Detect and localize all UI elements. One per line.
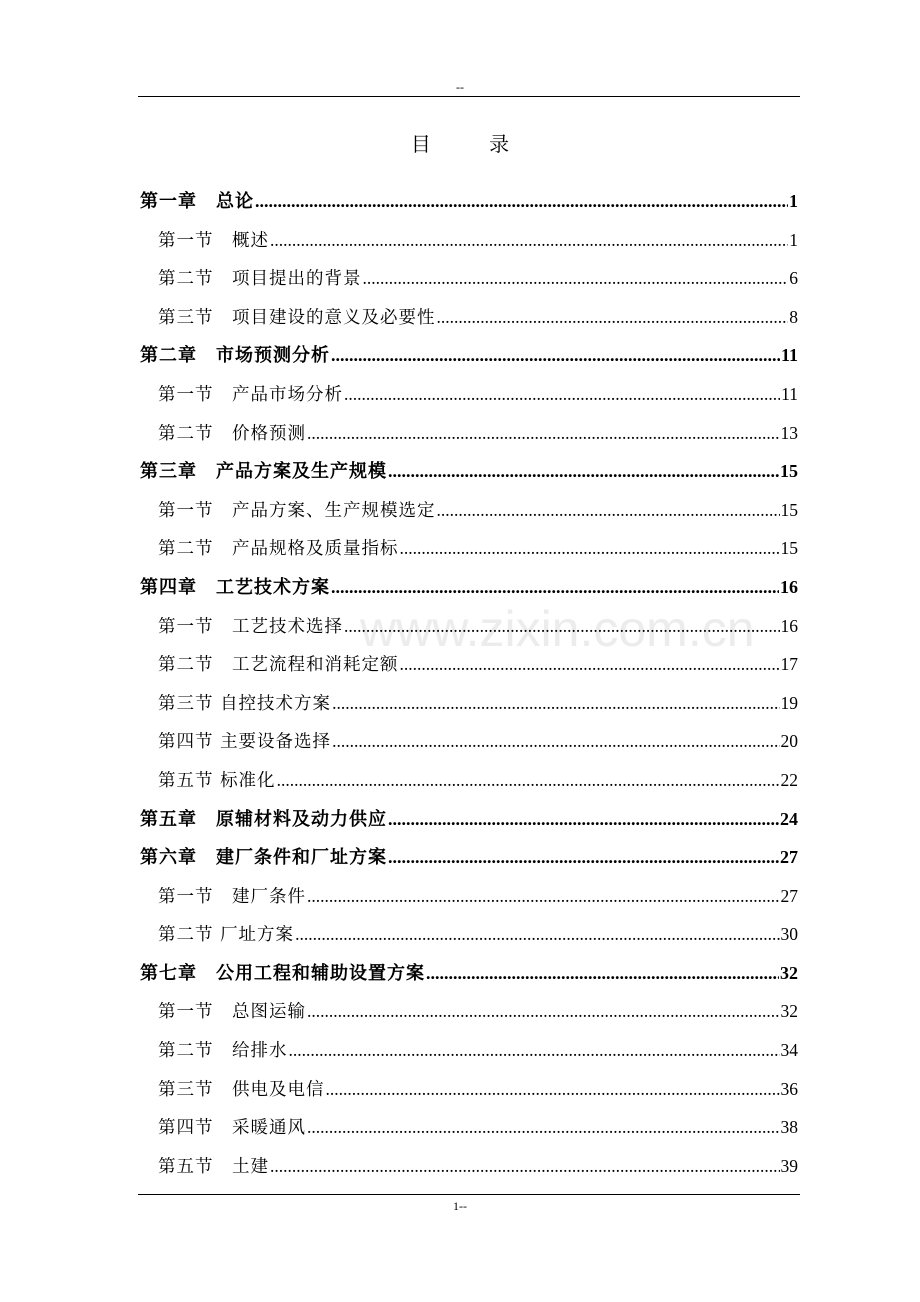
toc-section-entry[interactable]	[140, 1108, 798, 1147]
toc-entry-label: 第一节 产品市场分析	[158, 384, 343, 405]
toc-entry-label: 第七章 公用工程和辅助设置方案	[140, 962, 425, 984]
toc-dot-leader	[344, 375, 780, 414]
toc-section-entry[interactable]	[140, 1070, 798, 1109]
toc-entry-label: 第二章 市场预测分析	[140, 345, 330, 367]
toc-section-entry[interactable]	[140, 259, 798, 298]
toc-page-number: 11	[781, 383, 798, 404]
toc-dot-leader	[344, 607, 780, 646]
footer-rule	[138, 1194, 800, 1195]
toc-dot-leader	[307, 992, 780, 1031]
toc-dot-leader	[270, 221, 788, 260]
toc-dot-leader	[270, 1147, 780, 1186]
toc-page-number: 27	[780, 885, 798, 906]
toc-page-number: 16	[780, 615, 798, 636]
toc-section-entry[interactable]	[140, 298, 798, 337]
toc-entry-label: 第一节 工艺技术选择	[158, 616, 343, 637]
toc-chapter-entry[interactable]	[140, 838, 798, 877]
toc-dot-leader	[255, 182, 788, 221]
toc-section-entry[interactable]	[140, 491, 798, 530]
toc-page-number: 16	[780, 576, 798, 597]
toc-entry-label: 第四节 主要设备选择	[158, 732, 332, 753]
toc-page-number: 1	[789, 191, 798, 211]
toc-dot-leader	[307, 1108, 780, 1147]
toc-entry-label: 第三节 自控技术方案	[158, 693, 332, 714]
toc-entry-label: 第三章 产品方案及生产规模	[140, 461, 387, 483]
toc-page-number: 19	[780, 692, 798, 713]
toc-section-entry[interactable]	[140, 992, 798, 1031]
page-footer-mark: 1--	[453, 1199, 467, 1213]
toc-entry-label: 第三节 供电及电信	[158, 1079, 325, 1100]
toc-page-number: 8	[789, 306, 798, 327]
toc-section-entry[interactable]	[140, 1031, 798, 1070]
toc-page-number: 38	[780, 1117, 798, 1138]
toc-page-number: 34	[780, 1040, 798, 1061]
toc-page-number: 13	[780, 422, 798, 443]
toc-dot-leader	[363, 259, 789, 298]
toc-chapter-entry[interactable]	[140, 452, 798, 491]
toc-entry-label: 第五节 标准化	[158, 770, 276, 791]
toc-page-number: 32	[780, 962, 798, 983]
toc-chapter-entry[interactable]	[140, 336, 798, 375]
toc-page-number: 30	[780, 924, 798, 945]
toc-section-entry[interactable]	[140, 684, 798, 723]
toc-section-entry[interactable]	[140, 529, 798, 568]
toc-section-entry[interactable]	[140, 722, 798, 761]
toc-page-number: 22	[780, 769, 798, 790]
toc-page-number: 6	[789, 268, 798, 289]
toc-entry-label: 第一节 总图运输	[158, 1002, 306, 1023]
toc-entry-label: 第一章 总论	[140, 191, 254, 212]
toc-entry-label: 第六章 建厂条件和厂址方案	[140, 847, 387, 869]
toc-entry-label: 第二节 项目提出的背景	[158, 269, 362, 290]
toc-dot-leader	[307, 877, 780, 916]
toc-dot-leader	[400, 529, 780, 568]
toc-section-entry[interactable]	[140, 375, 798, 414]
toc-section-entry[interactable]	[140, 915, 798, 954]
toc-dot-leader	[437, 298, 789, 337]
toc-entry-label: 第五章 原辅材料及动力供应	[140, 808, 387, 830]
toc-section-entry[interactable]	[140, 221, 798, 260]
toc-dot-leader	[295, 915, 779, 954]
watermark: www.zixin.com.cn	[360, 601, 755, 657]
page-header-mark: --	[456, 80, 464, 94]
toc-section-entry[interactable]	[140, 607, 798, 646]
toc-page-number: 15	[780, 499, 798, 520]
toc-entry-label: 第三节 项目建设的意义及必要性	[158, 307, 436, 328]
toc-entry-label: 第二节 工艺流程和消耗定额	[158, 655, 399, 676]
toc-title: 目 录	[410, 132, 536, 156]
toc-dot-leader	[289, 1031, 780, 1070]
toc-chapter-entry[interactable]	[140, 568, 798, 607]
toc-dot-leader	[426, 954, 779, 993]
toc-section-entry[interactable]	[140, 414, 798, 453]
toc-page-number: 24	[780, 808, 798, 829]
toc-section-entry[interactable]	[140, 645, 798, 684]
toc-dot-leader	[307, 414, 780, 453]
toc-entry-label: 第一节 建厂条件	[158, 886, 306, 907]
toc-dot-leader	[437, 491, 780, 530]
toc-chapter-entry[interactable]	[140, 182, 798, 221]
toc-page-number: 11	[780, 345, 798, 366]
toc-entry-label: 第二节 给排水	[158, 1041, 288, 1062]
toc-dot-leader	[332, 684, 779, 723]
toc-dot-leader	[332, 722, 779, 761]
toc-chapter-entry[interactable]	[140, 800, 798, 839]
toc-dot-leader	[326, 1070, 780, 1109]
toc-page-number: 27	[780, 847, 798, 868]
toc-page-number: 36	[780, 1078, 798, 1099]
table-of-contents	[140, 182, 798, 1185]
toc-section-entry[interactable]	[140, 877, 798, 916]
toc-page-number: 20	[780, 731, 798, 752]
header-rule	[138, 96, 800, 97]
toc-entry-label: 第一节 概述	[158, 230, 269, 251]
toc-dot-leader	[388, 838, 779, 877]
toc-entry-label: 第五节 土建	[158, 1156, 269, 1177]
toc-page-number: 15	[780, 461, 798, 482]
toc-page-number: 1	[789, 229, 798, 250]
toc-entry-label: 第四章 工艺技术方案	[140, 576, 330, 598]
toc-page-number: 17	[780, 654, 798, 675]
toc-dot-leader	[277, 761, 780, 800]
toc-dot-leader	[388, 800, 779, 839]
toc-dot-leader	[331, 568, 779, 607]
toc-dot-leader	[400, 645, 780, 684]
toc-entry-label: 第二节 产品规格及质量指标	[158, 539, 399, 560]
toc-section-entry[interactable]	[140, 761, 798, 800]
toc-entry-label: 第四节 采暖通风	[158, 1118, 306, 1139]
toc-entry-label: 第一节 产品方案、生产规模选定	[158, 500, 436, 521]
toc-page-number: 32	[780, 1001, 798, 1022]
toc-dot-leader	[331, 336, 780, 375]
toc-entry-label: 第二节 价格预测	[158, 423, 306, 444]
toc-chapter-entry[interactable]	[140, 954, 798, 993]
toc-section-entry[interactable]	[140, 1147, 798, 1186]
toc-entry-label: 第二节 厂址方案	[158, 925, 295, 946]
toc-page-number: 15	[780, 538, 798, 559]
toc-page-number: 39	[780, 1155, 798, 1176]
toc-dot-leader	[388, 452, 779, 491]
